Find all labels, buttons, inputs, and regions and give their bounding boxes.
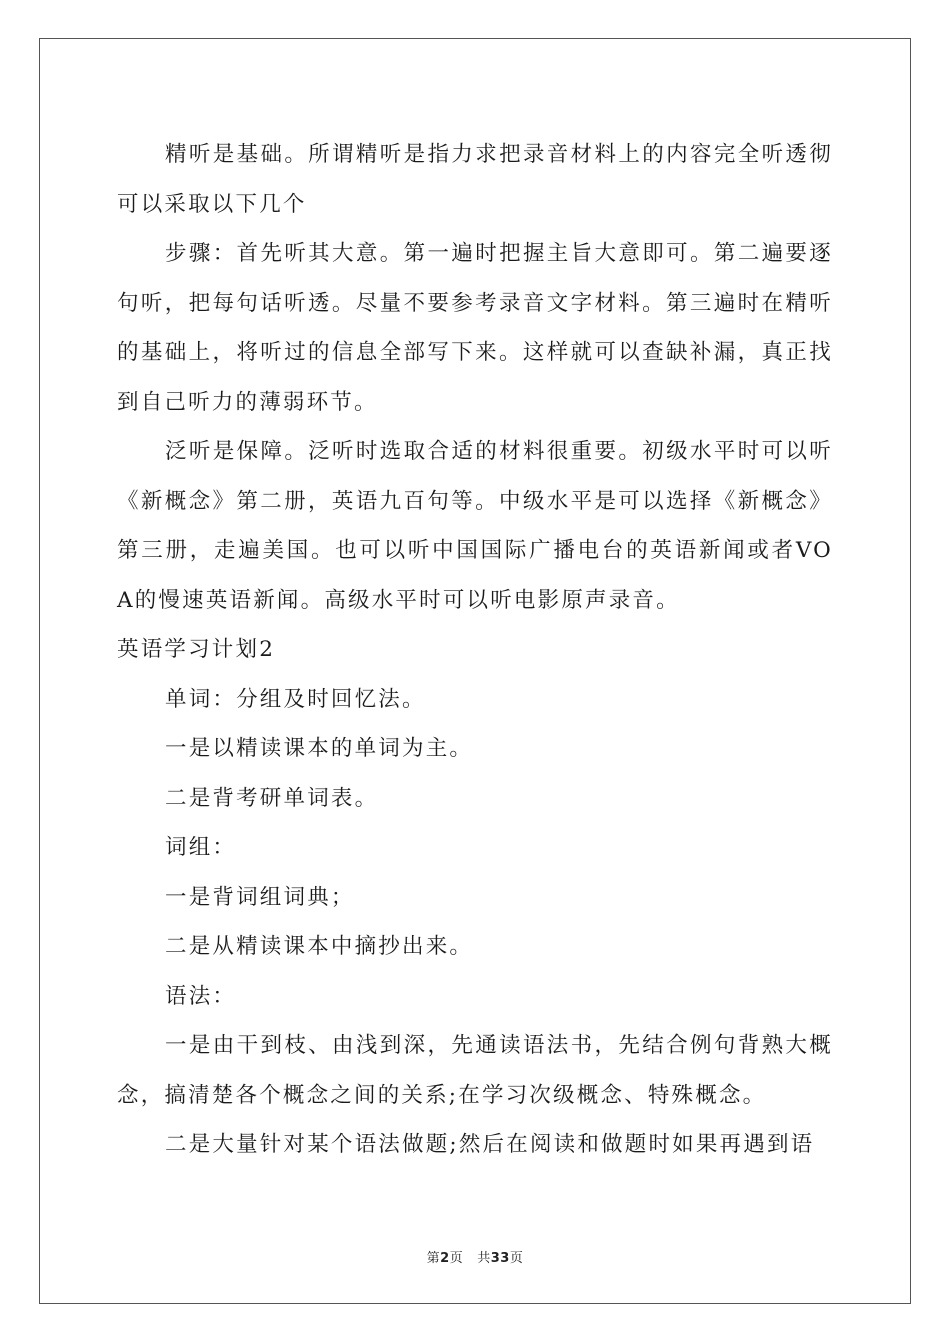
section-heading: 英语学习计划2 (117, 637, 276, 662)
total-prefix: 共 (477, 1251, 491, 1266)
page-prefix: 第 (426, 1251, 441, 1266)
paragraph-vocabulary: 单词：分组及时回忆法。 (165, 686, 426, 712)
document-body (117, 130, 833, 1170)
paragraph-grammar: 语法： (165, 983, 237, 1009)
paragraph-grammar-item-1: 一是由干到枝、由浅到深，先通读语法书，先结合例句背熟大概念，搞清楚各个概念之间的关系;在学习次级概念、特殊概念。 (117, 1033, 833, 1108)
total-suffix: 页 (509, 1251, 524, 1266)
paragraph-steps: 步骤：首先听其大意。第一遍时把握主旨大意即可。第二遍要逐句听，把每句话听透。尽量不要参考录音文字材料。第三遍时在精听的基础上，将听过的信息全部写下来。这样就可以查缺补漏，真正找到自己听力的薄弱环节。 (117, 241, 833, 415)
paragraph-grammar-item-2: 二是大量针对某个语法做题;然后在阅读和做题时如果再遇到语 (165, 1132, 815, 1157)
paragraph-phrases-item-1: 一是背词组词典； (165, 884, 355, 910)
paragraph-phrases-item-2: 二是从精读课本中摘抄出来。 (165, 934, 474, 959)
page-suffix: 页 (449, 1251, 464, 1266)
page-footer (0, 1247, 950, 1266)
paragraph-extensive-listening: 泛听是保障。泛听时选取合适的材料很重要。初级水平时可以听《新概念》第二册，英语九百句等。中级水平是可以选择《新概念》第三册，走遍美国。也可以听中国国际广播电台的英语新闻或者VOA的慢速英语新闻。高级水平时可以听电影原声录音。 (117, 439, 833, 613)
paragraph-vocabulary-item-2: 二是背考研单词表。 (165, 785, 379, 811)
paragraph-phrases: 词组： (165, 835, 237, 860)
total-page-count: 33 (490, 1251, 510, 1266)
current-page-number: 2 (440, 1251, 450, 1266)
paragraph-vocabulary-item-1: 一是以精读课本的单词为主。 (165, 736, 474, 761)
paragraph-intensive-listening: 精听是基础。所谓精听是指力求把录音材料上的内容完全听透彻可以采取以下几个 (117, 142, 833, 217)
